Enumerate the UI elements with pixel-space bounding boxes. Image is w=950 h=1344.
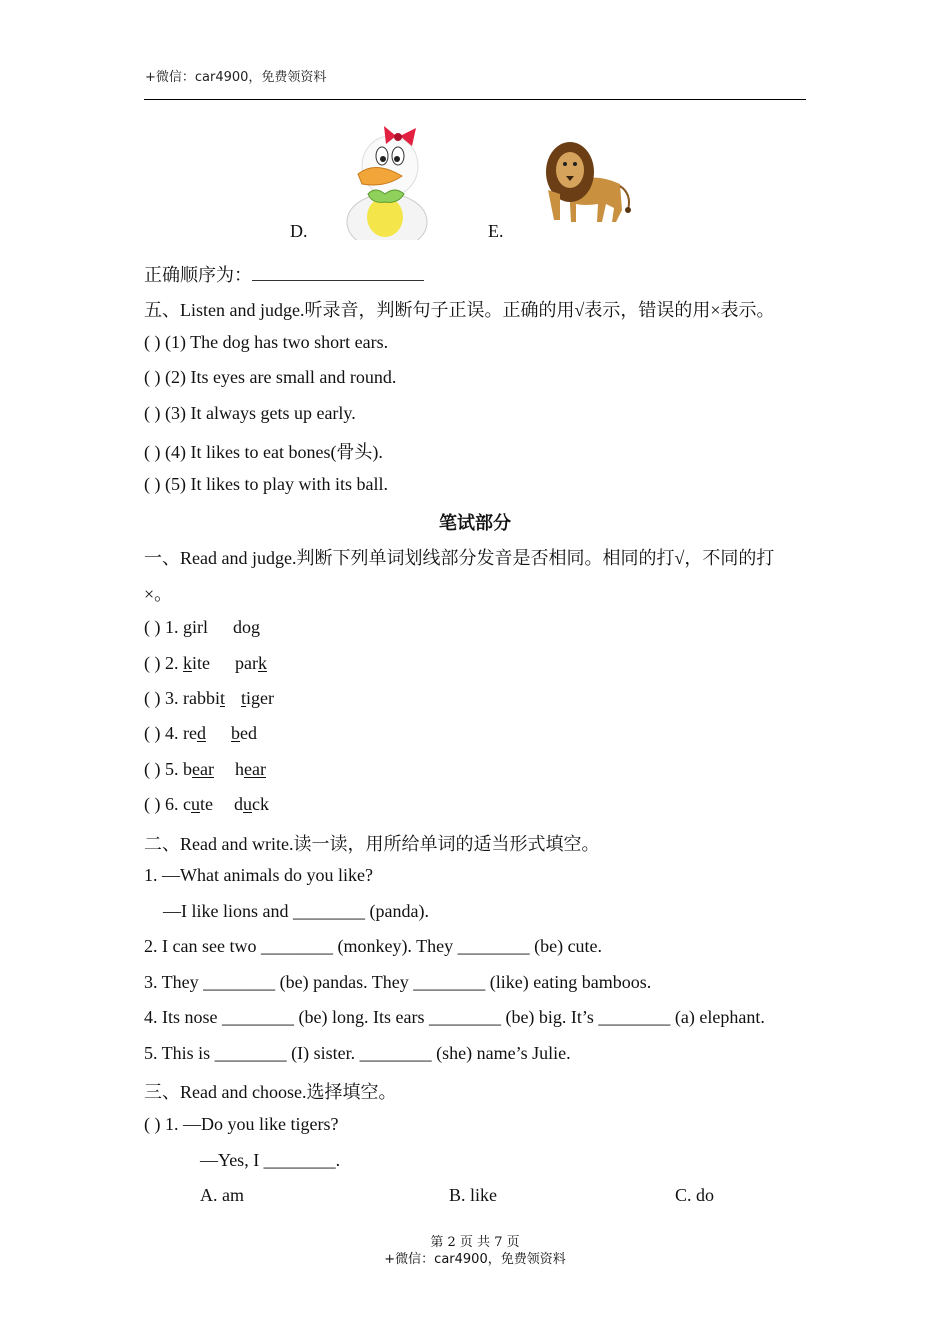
write-line-3: 3. They ________ (be) pandas. They ________ (like) eating bamboos. [144,972,652,992]
page-number: 第 2 页 共 7 页 [430,1235,520,1250]
part3-title: 三、Read and choose.选择填空。 [144,1082,397,1102]
judge-item-2: ( ) 2. kite park [144,653,267,673]
judge-item-5: ( ) 5. bear hear [144,759,266,779]
option-a: A. am [200,1185,244,1205]
option-b: B. like [449,1185,497,1205]
header-rule [144,99,806,100]
judge-prefix: ( ) 3. [144,688,183,708]
option-c: C. do [675,1185,715,1205]
listen-item-4: ( ) (4) It likes to eat bones(骨头). [144,442,383,462]
order-label: 正确顺序为： [144,265,252,285]
judge-prefix: ( ) 5. [144,759,183,779]
judge-item-3: ( ) 3. rabbit tiger [144,688,274,708]
lion-picture [540,134,634,226]
picture-label-d: D. [290,221,308,241]
part1-title-line1: 一、Read and judge.判断下列单词划线部分发音是否相同。相同的打√，不同的打 [144,548,775,568]
write-line-1-answer: —I like lions and ________ (panda). [163,901,429,921]
write-line-2: 2. I can see two ________ (monkey). They ________ (be) cute. [144,936,603,956]
listen-item-2: ( ) (2) Its eyes are small and round. [144,367,397,387]
judge-prefix: ( ) 1. [144,617,183,637]
choose-question-1: ( ) 1. —Do you like tigers? [144,1114,339,1134]
listen-item-5: ( ) (5) It likes to play with its ball. [144,474,388,494]
judge-prefix: ( ) 2. [144,653,183,673]
picture-label-e: E. [488,221,504,241]
duck-picture [340,122,440,240]
part1-title-line2: ×。 [144,584,173,604]
judge-item-4: ( ) 4. red bed [144,723,257,743]
write-line-5: 5. This is ________ (I) sister. ________ (she) name’s Julie. [144,1043,571,1063]
listen-title: 五、Listen and judge.听录音，判断句子正误。正确的用√表示，错误的用×表示。 [144,300,775,320]
write-line-1: 1. —What animals do you like? [144,865,373,885]
judge-prefix: ( ) 4. [144,723,183,743]
judge-prefix: ( ) 6. [144,794,183,814]
order-line [144,261,424,287]
part2-title: 二、Read and write.读一读，用所给单词的适当形式填空。 [144,834,600,854]
order-answer-blank[interactable] [252,266,424,281]
choose-question-1-answer: —Yes, I ________. [200,1150,341,1170]
listen-item-3: ( ) (3) It always gets up early. [144,403,356,423]
listen-item-1: ( ) (1) The dog has two short ears. [144,332,389,352]
footer-note: +微信：car4900，免费领资料 [384,1252,566,1267]
header-note: +微信：car4900，免费领资料 [145,70,327,85]
judge-item-1: ( ) 1. girl dog [144,617,260,637]
judge-item-6: ( ) 6. cute duck [144,794,269,814]
write-line-4: 4. Its nose ________ (be) long. Its ears ________ (be) big. It’s ________ (a) elephant. [144,1007,765,1027]
written-section-title: 笔试部分 [439,513,511,534]
